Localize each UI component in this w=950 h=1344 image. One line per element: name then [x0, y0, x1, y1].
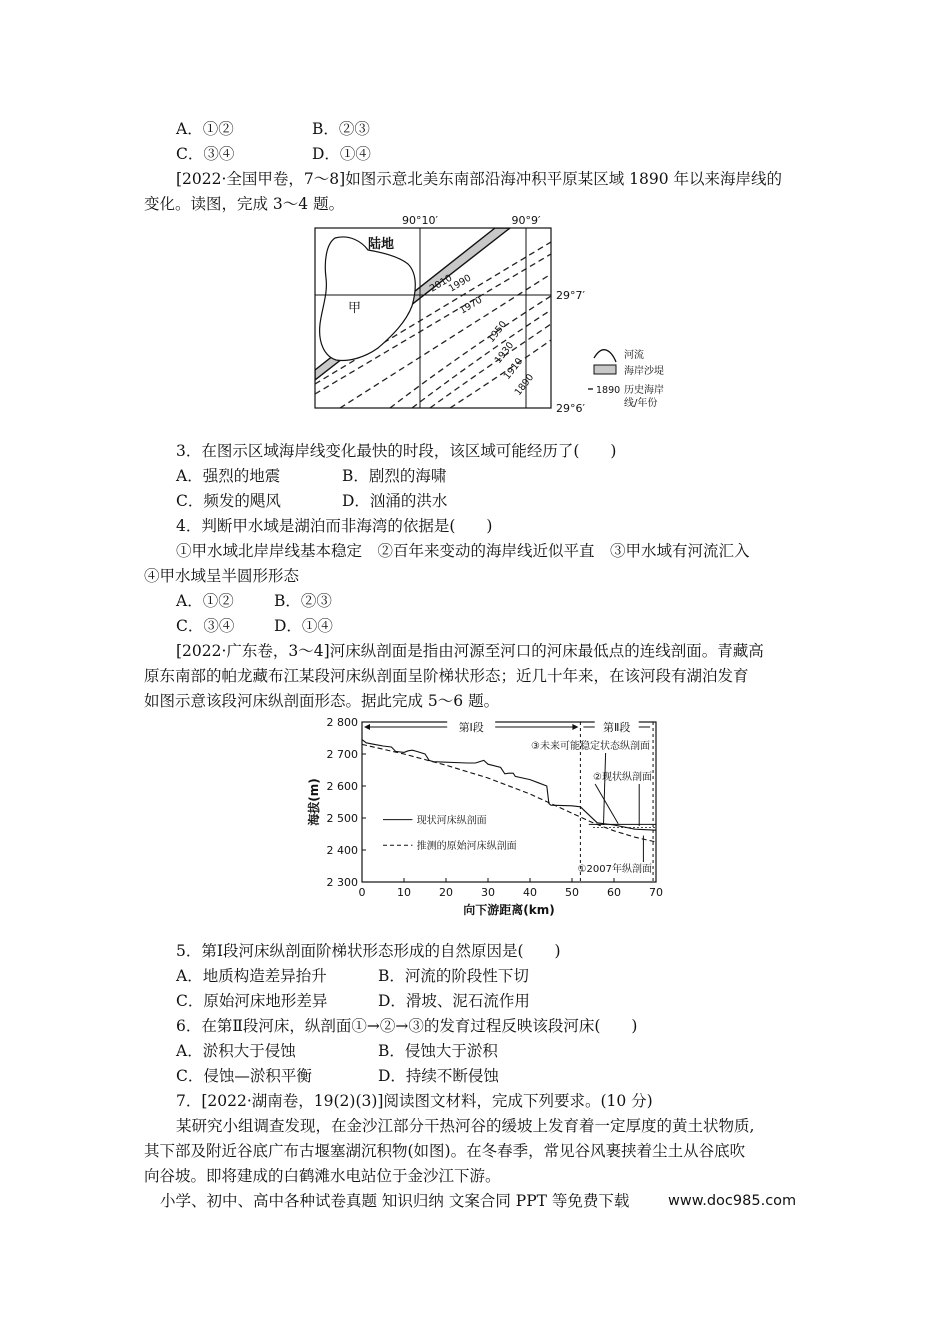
y-axis-label: 海拔(m)	[307, 778, 321, 826]
annotation-3-leader	[604, 753, 606, 825]
q7-stem: 7．[2022·湖南卷，19(2)(3)]阅读图文材料，完成下列要求。(10 分)	[176, 1092, 653, 1110]
q6-option-d: D．持续不断侵蚀	[378, 1067, 499, 1085]
annotation-1: ①2007年纵剖面	[577, 864, 652, 875]
map-legend	[588, 348, 664, 409]
segment1-label: 第Ⅰ段	[458, 721, 484, 734]
y-tick-label: 2 700	[326, 748, 358, 761]
annotation-2-leader-b	[595, 784, 618, 824]
legend-dashed-label: 推测的原始河床纵剖面	[416, 841, 517, 853]
year-1910: 1910	[501, 356, 526, 382]
sandbar-legend-icon	[594, 365, 616, 374]
q3-stem: 3．在图示区域海岸线变化最快的时段，该区域可能经历了( )	[176, 442, 617, 460]
footer-text: 小学、初中、高中各种试卷真题 知识归纳 文案合同 PPT 等免费下载	[160, 1192, 630, 1210]
q3-option-d: D．汹涌的洪水	[342, 492, 448, 510]
year-1890: 1890	[512, 372, 537, 398]
q6-option-a: A．淤积大于侵蚀	[176, 1042, 296, 1060]
legend-sample-year: 1890	[596, 385, 621, 396]
intro2-line3: 如图示意该段河床纵剖面形态。据此完成 5～6 题。	[144, 692, 500, 710]
annotation-2: ②现状纵剖面	[593, 772, 652, 783]
segment1-arrow-head-right	[572, 724, 578, 730]
q7-para2: 其下部及附近谷底广布古堰塞湖沉积物(如图)。在冬春季，常见谷风裹挟着尘土从谷底吹	[144, 1142, 746, 1160]
legend-sandbar: 海岸沙堤	[624, 366, 664, 377]
q3-option-a: A．强烈的地震	[176, 467, 281, 485]
q5-option-c: C．原始河床地形差异	[176, 992, 328, 1010]
x-tick-label: 40	[523, 886, 537, 899]
q4-option-a: A．①②	[176, 592, 234, 610]
q4-stem: 4．判断甲水域是湖泊而非海湾的依据是( )	[176, 517, 493, 535]
legend-river: 河流	[624, 350, 644, 361]
intro2-line2: 原东南部的帕龙藏布江某段河床纵剖面呈阶梯状形态；近几十年来，在该河段有湖泊发育	[144, 667, 749, 685]
original-profile-line	[362, 744, 656, 842]
x-tick-label: 70	[649, 886, 663, 899]
x-tick-label: 60	[607, 886, 621, 899]
option-c: C．③④	[176, 145, 235, 163]
q4-option-b: B．②③	[274, 592, 332, 610]
x-tick-label: 20	[439, 886, 453, 899]
x-tick-label: 50	[565, 886, 579, 899]
year-1930: 1930	[492, 340, 517, 366]
coastline-map	[300, 212, 690, 418]
year-1970: 1970	[457, 294, 485, 317]
intro2-line1: [2022·广东卷，3～4]河床纵剖面是指由河源至河口的河床最低点的连线剖面。青藏高	[176, 642, 764, 660]
q7-para3: 向谷坡。即将建成的白鹤滩水电站位于金沙江下游。	[144, 1167, 501, 1185]
y-tick-label: 2 800	[326, 716, 358, 729]
segment1-arrow-head-left	[364, 724, 370, 730]
q3-option-b: B．剧烈的海啸	[342, 467, 447, 485]
shoreline-1930	[412, 310, 551, 408]
current-profile-line	[362, 740, 656, 831]
q4-line3: ④甲水域呈半圆形形态	[144, 567, 300, 585]
y-tick-label: 2 500	[326, 812, 358, 825]
q4-option-d: D．①④	[274, 617, 333, 635]
river-legend-icon	[594, 350, 616, 362]
x-axis-label: 向下游距离(km)	[463, 903, 555, 917]
q4-option-c: C．③④	[176, 617, 235, 635]
x-tick-label: 10	[397, 886, 411, 899]
year-1990: 1990	[446, 272, 474, 295]
q5-stem: 5．第Ⅰ段河床纵剖面阶梯状形态形成的自然原因是( )	[176, 942, 561, 960]
lake-jia	[320, 237, 416, 361]
q5-option-d: D．滑坡、泥石流作用	[378, 992, 530, 1010]
map-lon-right: 90°9′	[511, 214, 541, 227]
q5-option-b: B．河流的阶段性下切	[378, 967, 529, 985]
intro1-line1: [2022·全国甲卷，7～8]如图示意北美东南部沿海冲积平原某区域 1890 年以来海岸线的	[176, 170, 782, 188]
option-b: B．②③	[312, 120, 370, 138]
option-a: A．①②	[176, 120, 234, 138]
legend-shoreline-2: 线/年份	[624, 398, 658, 409]
y-tick-label: 2 400	[326, 844, 358, 857]
year-2010: 2010	[427, 272, 455, 295]
option-d: D．①④	[312, 145, 371, 163]
q6-option-c: C．侵蚀—淤积平衡	[176, 1067, 312, 1085]
x-tick-label: 0	[358, 886, 366, 899]
y-tick-label: 2 600	[326, 780, 358, 793]
map-lon-left: 90°10′	[402, 214, 438, 227]
x-tick-label: 30	[481, 886, 495, 899]
segment2-label: 第Ⅱ段	[603, 721, 631, 734]
year-1950: 1950	[485, 319, 510, 345]
q6-option-b: B．侵蚀大于淤积	[378, 1042, 498, 1060]
map-land-label: 陆地	[368, 237, 395, 252]
map-lat-bottom: 29°6′	[556, 402, 585, 415]
river-profile-chart	[300, 712, 670, 930]
intro1-line2: 变化。读图，完成 3～4 题。	[144, 195, 345, 213]
legend-solid-label: 现状河床纵剖面	[416, 815, 487, 827]
shoreline-1950	[390, 296, 551, 408]
q4-line2: ①甲水域北岸岸线基本稳定 ②百年来变动的海岸线近似平直 ③甲水域有河流汇入	[176, 542, 750, 560]
q3-option-c: C．频发的飓风	[176, 492, 281, 510]
q7-para1: 某研究小组调查发现，在金沙江部分干热河谷的缓坡上发育着一定厚度的黄土状物质,	[176, 1117, 755, 1135]
map-water-label: 甲	[348, 301, 362, 316]
q5-option-a: A．地质构造差异抬升	[176, 967, 327, 985]
q6-stem: 6．在第Ⅱ段河床，纵剖面①→②→③的发育过程反映该段河床( )	[176, 1017, 638, 1035]
annotation-3: ③未来可能稳定状态纵剖面	[531, 741, 650, 752]
y-tick-label: 2 300	[326, 876, 358, 889]
legend-shoreline-1: 历史海岸	[624, 385, 664, 396]
map-lat-top: 29°7′	[556, 289, 585, 302]
footer-url[interactable]: www.doc985.com	[668, 1193, 797, 1209]
